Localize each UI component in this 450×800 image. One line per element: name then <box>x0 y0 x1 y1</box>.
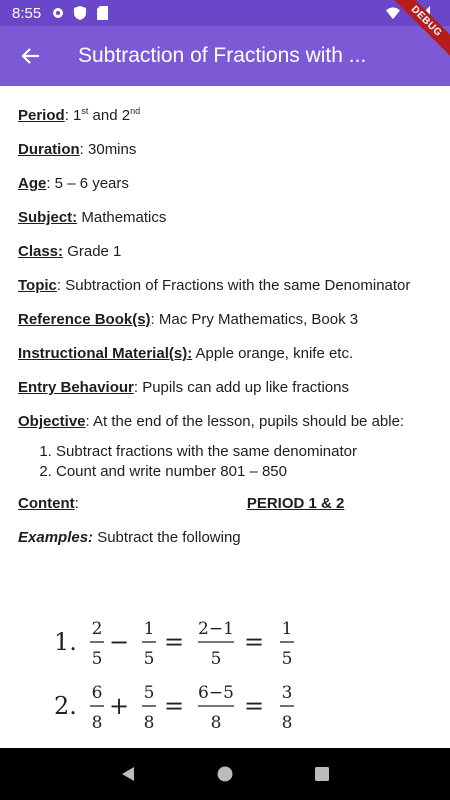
class-row <box>18 242 432 262</box>
example-2-equals-1: = <box>163 692 185 720</box>
topic-row <box>18 276 432 296</box>
status-bar <box>0 0 450 26</box>
example-2-b-num: 5 <box>143 683 155 703</box>
reference-value: : Mac Pry Mathematics, Book 3 <box>150 311 359 328</box>
list-item: 1. Subtract fractions with the same denominator <box>56 442 432 462</box>
objectives-list <box>56 442 432 482</box>
age-row <box>18 174 432 194</box>
material-row <box>18 344 432 364</box>
example-1-equals-2: = <box>243 628 265 656</box>
objective-label: Objective <box>18 413 86 430</box>
example-1-b-den: 5 <box>143 649 155 669</box>
period-value: : 1 <box>64 107 82 124</box>
nav-recents-icon[interactable] <box>313 765 331 783</box>
objective-value: : At the end of the lesson, pupils should be able: <box>85 413 405 430</box>
arrow-left-icon <box>20 46 40 66</box>
system-nav-bar <box>0 748 450 800</box>
example-2-a-num: 6 <box>91 683 103 703</box>
example-2-b-den: 8 <box>143 713 155 733</box>
content-label: Content <box>18 495 75 512</box>
period-row <box>18 106 432 126</box>
entry-row <box>18 378 432 398</box>
subject-row <box>18 208 432 228</box>
example-2-equals-2: = <box>243 692 265 720</box>
app-bar <box>0 26 450 86</box>
period-sup-1: st <box>81 106 89 116</box>
list-item: 2. Count and write number 801 – 850 <box>56 462 432 482</box>
example-2-op: + <box>108 692 130 720</box>
class-value: Grade 1 <box>63 243 122 260</box>
nav-home-icon[interactable] <box>216 765 234 783</box>
example-1-a-den: 5 <box>91 649 103 669</box>
example-1-op: − <box>108 628 130 656</box>
content-row <box>18 494 432 514</box>
age-value: : 5 – 6 years <box>46 175 129 192</box>
period-label: Period <box>18 107 65 124</box>
example-2-r-num: 3 <box>281 683 293 703</box>
entry-label: Entry Behaviour <box>18 379 134 396</box>
entry-value: : Pupils can add up like fractions <box>133 379 349 396</box>
example-1-r-num: 1 <box>281 619 293 639</box>
duration-label: Duration <box>18 141 80 158</box>
topic-value: : Subtraction of Fractions with the same Denominator <box>56 277 411 294</box>
material-label: Instructional Material(s): <box>18 345 193 362</box>
fraction-examples-image <box>18 606 394 748</box>
reference-row <box>18 310 432 330</box>
example-2-c-den: 8 <box>210 713 222 733</box>
example-1-a-num: 2 <box>91 619 103 639</box>
example-1-r-den: 5 <box>281 649 293 669</box>
example-1-c-den: 5 <box>210 649 222 669</box>
duration-row <box>18 140 432 160</box>
example-2-a-den: 8 <box>91 713 103 733</box>
duration-value: : 30mins <box>79 141 137 158</box>
example-1-number: 1. <box>54 628 77 656</box>
period-sup-2: nd <box>130 106 141 116</box>
example-2-number: 2. <box>54 692 77 720</box>
settings-icon <box>51 6 65 20</box>
example-2-c-num: 6−5 <box>198 683 234 703</box>
class-label: Class: <box>18 243 64 260</box>
back-button[interactable] <box>0 26 60 86</box>
wifi-icon <box>386 6 400 20</box>
example-1-c-num: 2−1 <box>198 619 234 639</box>
period-heading: PERIOD 1 & 2 <box>246 495 345 512</box>
reference-label: Reference Book(s) <box>18 311 151 328</box>
examples-label: Examples: <box>18 529 94 546</box>
nav-back-icon[interactable] <box>119 765 137 783</box>
age-label: Age <box>18 175 47 192</box>
shield-icon <box>73 6 87 20</box>
fraction-examples-svg <box>18 606 394 748</box>
objective-row <box>18 412 432 432</box>
subject-label: Subject: <box>18 209 78 226</box>
period-mid: and 2 <box>88 107 131 124</box>
examples-row <box>18 528 432 548</box>
subject-value: Mathematics <box>77 209 167 226</box>
status-time: 8:55 <box>12 4 42 22</box>
examples-value: Subtract the following <box>93 529 241 546</box>
example-1-equals-1: = <box>163 628 185 656</box>
sd-card-icon <box>95 6 109 20</box>
content-colon: : <box>74 495 79 512</box>
material-value: Apple orange, knife etc. <box>192 345 354 362</box>
example-1-b-num: 1 <box>143 619 155 639</box>
page-title: Subtraction of Fractions with ... <box>78 44 367 67</box>
debug-banner: DEBUG <box>384 0 450 65</box>
example-2-r-den: 8 <box>281 713 293 733</box>
topic-label: Topic <box>18 277 57 294</box>
